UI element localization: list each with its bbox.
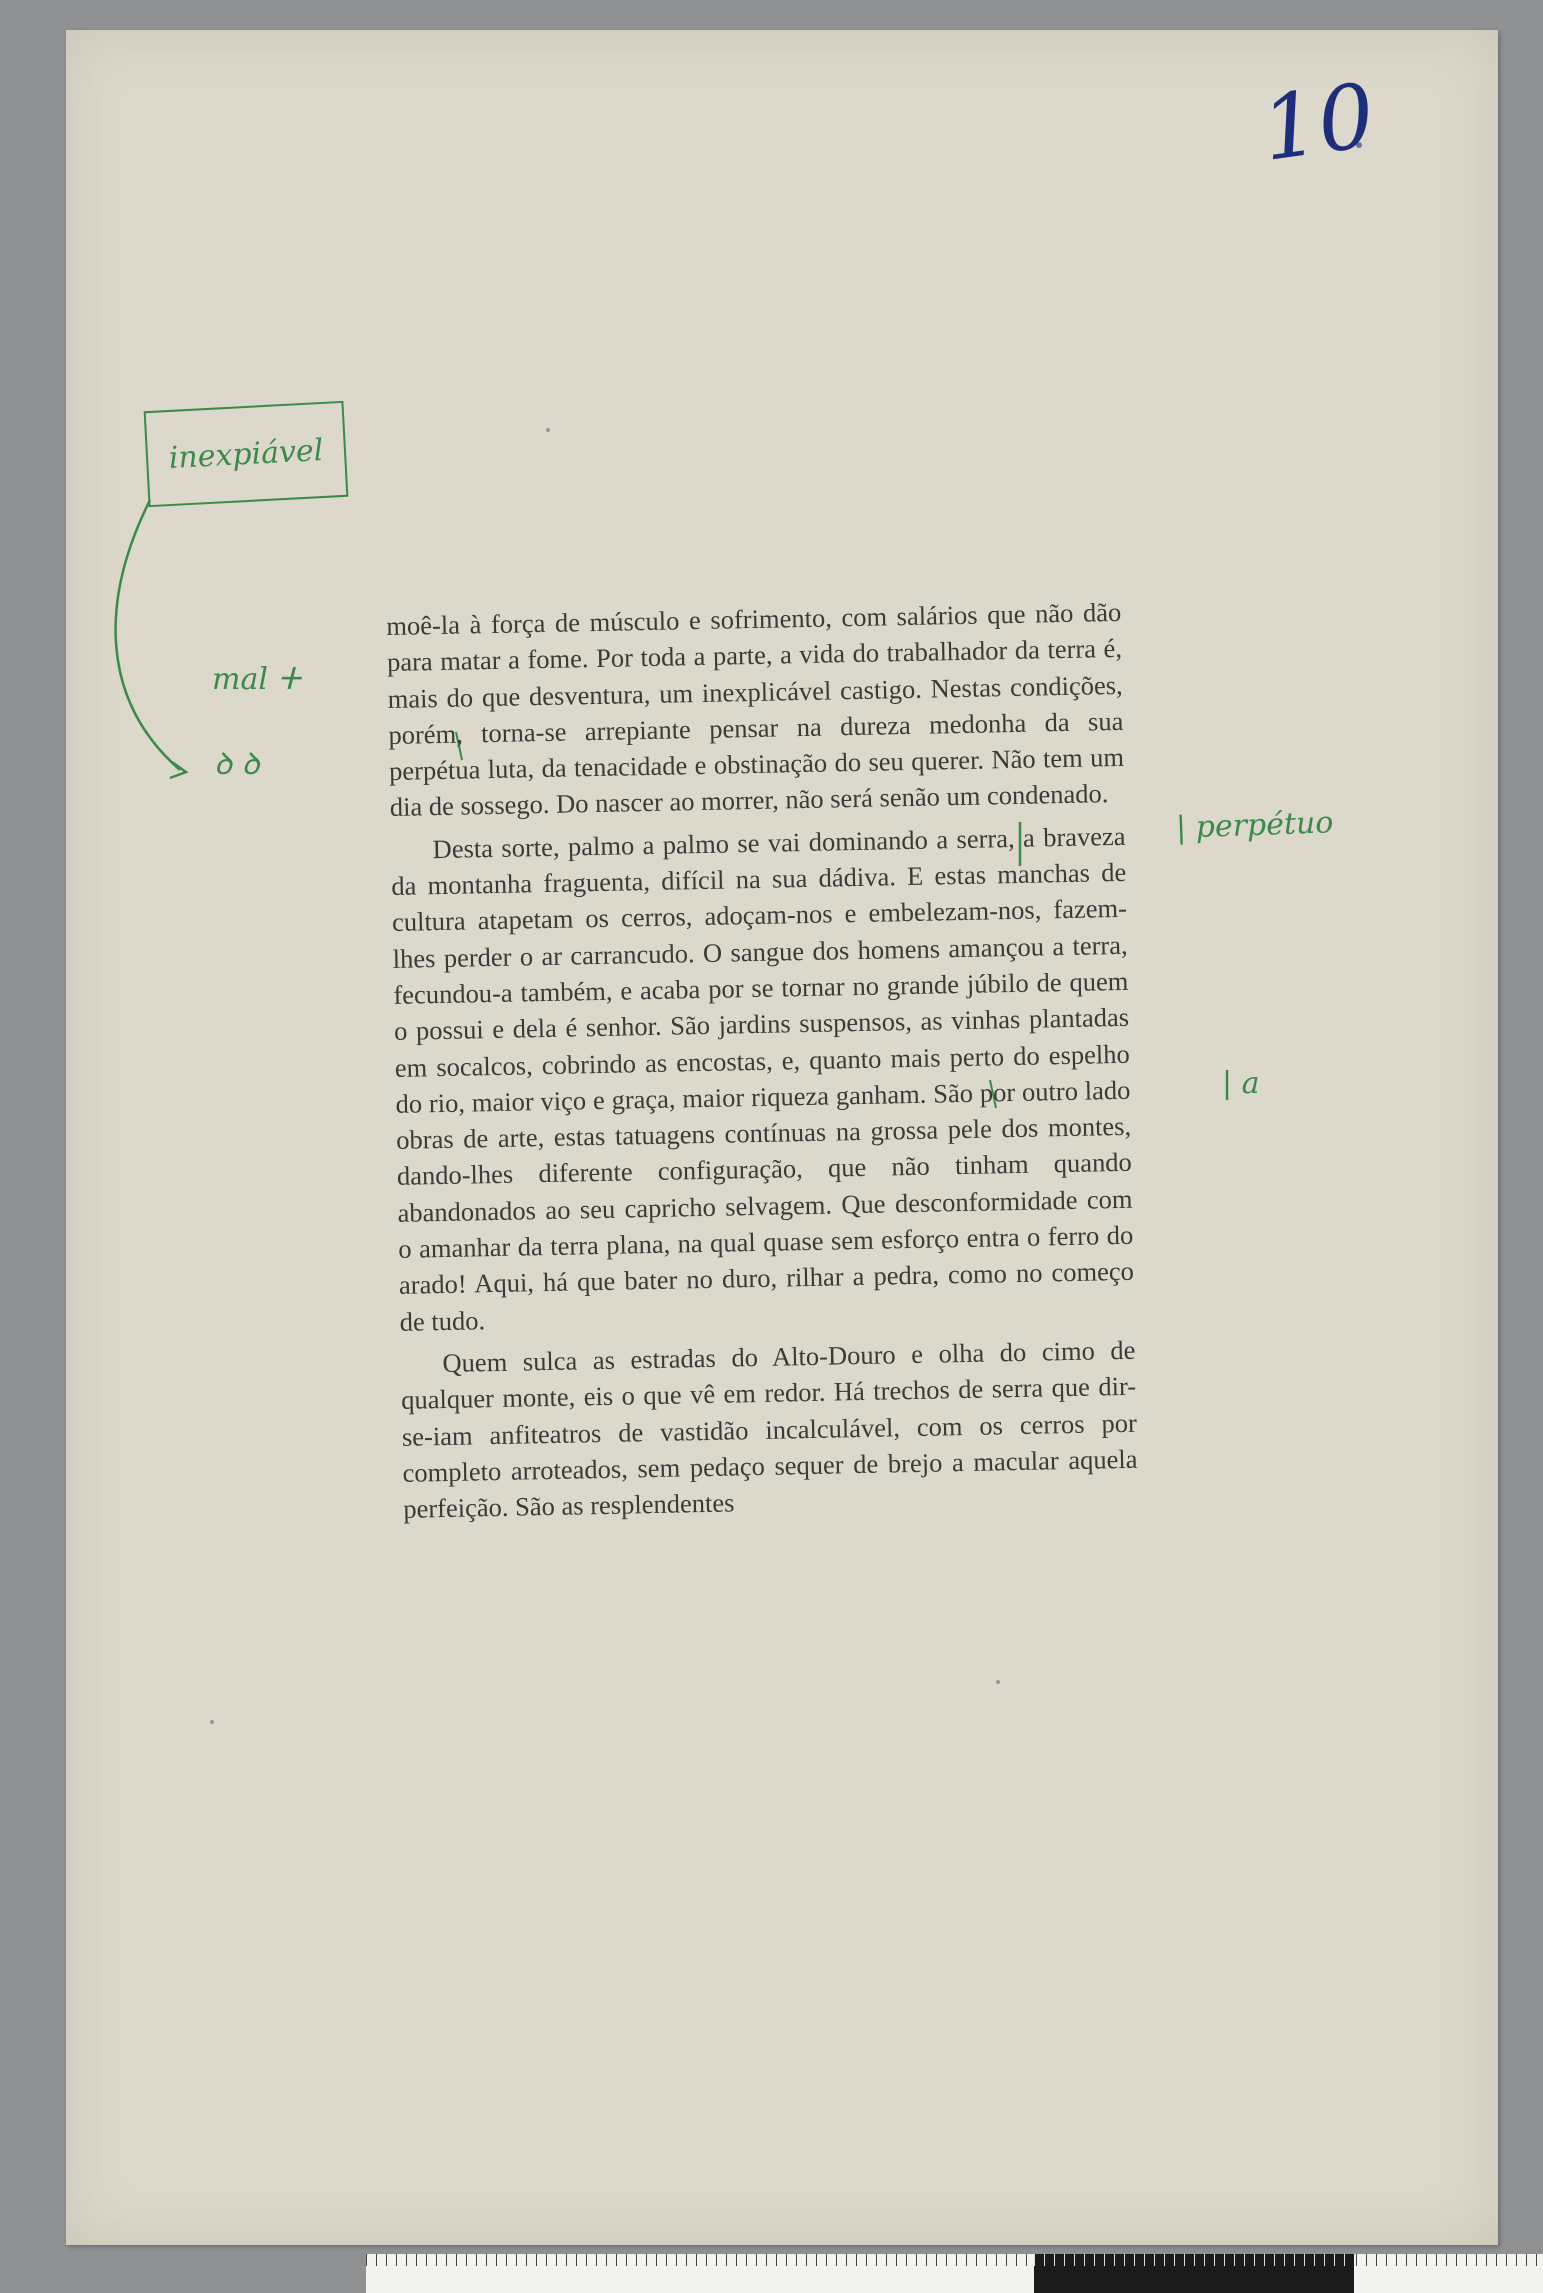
paragraph-2: Desta sorte, palmo a palmo se vai dominando a serra, a braveza da montanha fraguenta, difícil na sua dádiva. E estas manchas de cultura atapetam os cerros, adoçam-nos e embelezam-nos, fazem-lhes perder o ar carrancudo. O sangue dos homens amançou a terra, fecundou-a também, e acaba por se tornar no grande júbilo de quem o possui e dela é senhor. São jardins suspensos, as vinhas plantadas em socalcos, cobrindo as encostas, e, quanto mais perto do espelho do rio, maior viço e graça, maior riqueza ganham. São por outro lado obras de arte, estas tatuagens contínuas na grossa pele dos montes, dando-lhes diferente configuração, que não tinham quando abandonados ao seu capricho selvagem. Que desconformidade com o amanhar da terra plana, na qual quase sem esforço entra o ferro do arado! Aqui, há que bater no duro, rilhar a pedra, como no começo de tudo.	[391, 820, 1135, 1337]
margin-note-a: | a	[1222, 1066, 1260, 1101]
margin-note-marks: ꝺ ꝺ	[214, 747, 260, 782]
paragraph-3: Quem sulca as estradas do Alto-Douro e olha do cimo de qualquer monte, eis o que vê em redor. Há trechos de serra que dir-se-iam anfiteatros de vastidão incalculável, com os cerros por completo arroteados, sem pedaço sequer de brejo a macular aquela perfeição. São as resplendentes	[400, 1334, 1138, 1524]
margin-note-mal: mal ⵜ	[212, 662, 301, 697]
paragraph-1: moê-la à força de músculo e sofrimento, com salários que não dão para matar a fome. Por toda a parte, a vida do trabalhador da terra é, mais do que desventura, um inexplicável castigo. Nestas condições, porém, torna-se arrepiante pensar na dureza medonha da sua perpétua luta, da tenacidade e obstinação do seu querer. Não tem um dia de sossego. Do nascer ao morrer, não será senão um condenado.	[386, 596, 1125, 823]
margin-correction-word: inexpiável	[167, 432, 325, 476]
margin-note-perpetuo: | perpétuo	[1175, 805, 1334, 846]
typed-text-block	[386, 594, 1139, 1533]
ruler-ticks-light	[1034, 2254, 1354, 2266]
ruler-ticks	[366, 2254, 1543, 2266]
scale-ruler	[366, 2254, 1543, 2293]
page-number: 10	[1255, 63, 1381, 181]
correction-arrow-line	[116, 500, 180, 770]
